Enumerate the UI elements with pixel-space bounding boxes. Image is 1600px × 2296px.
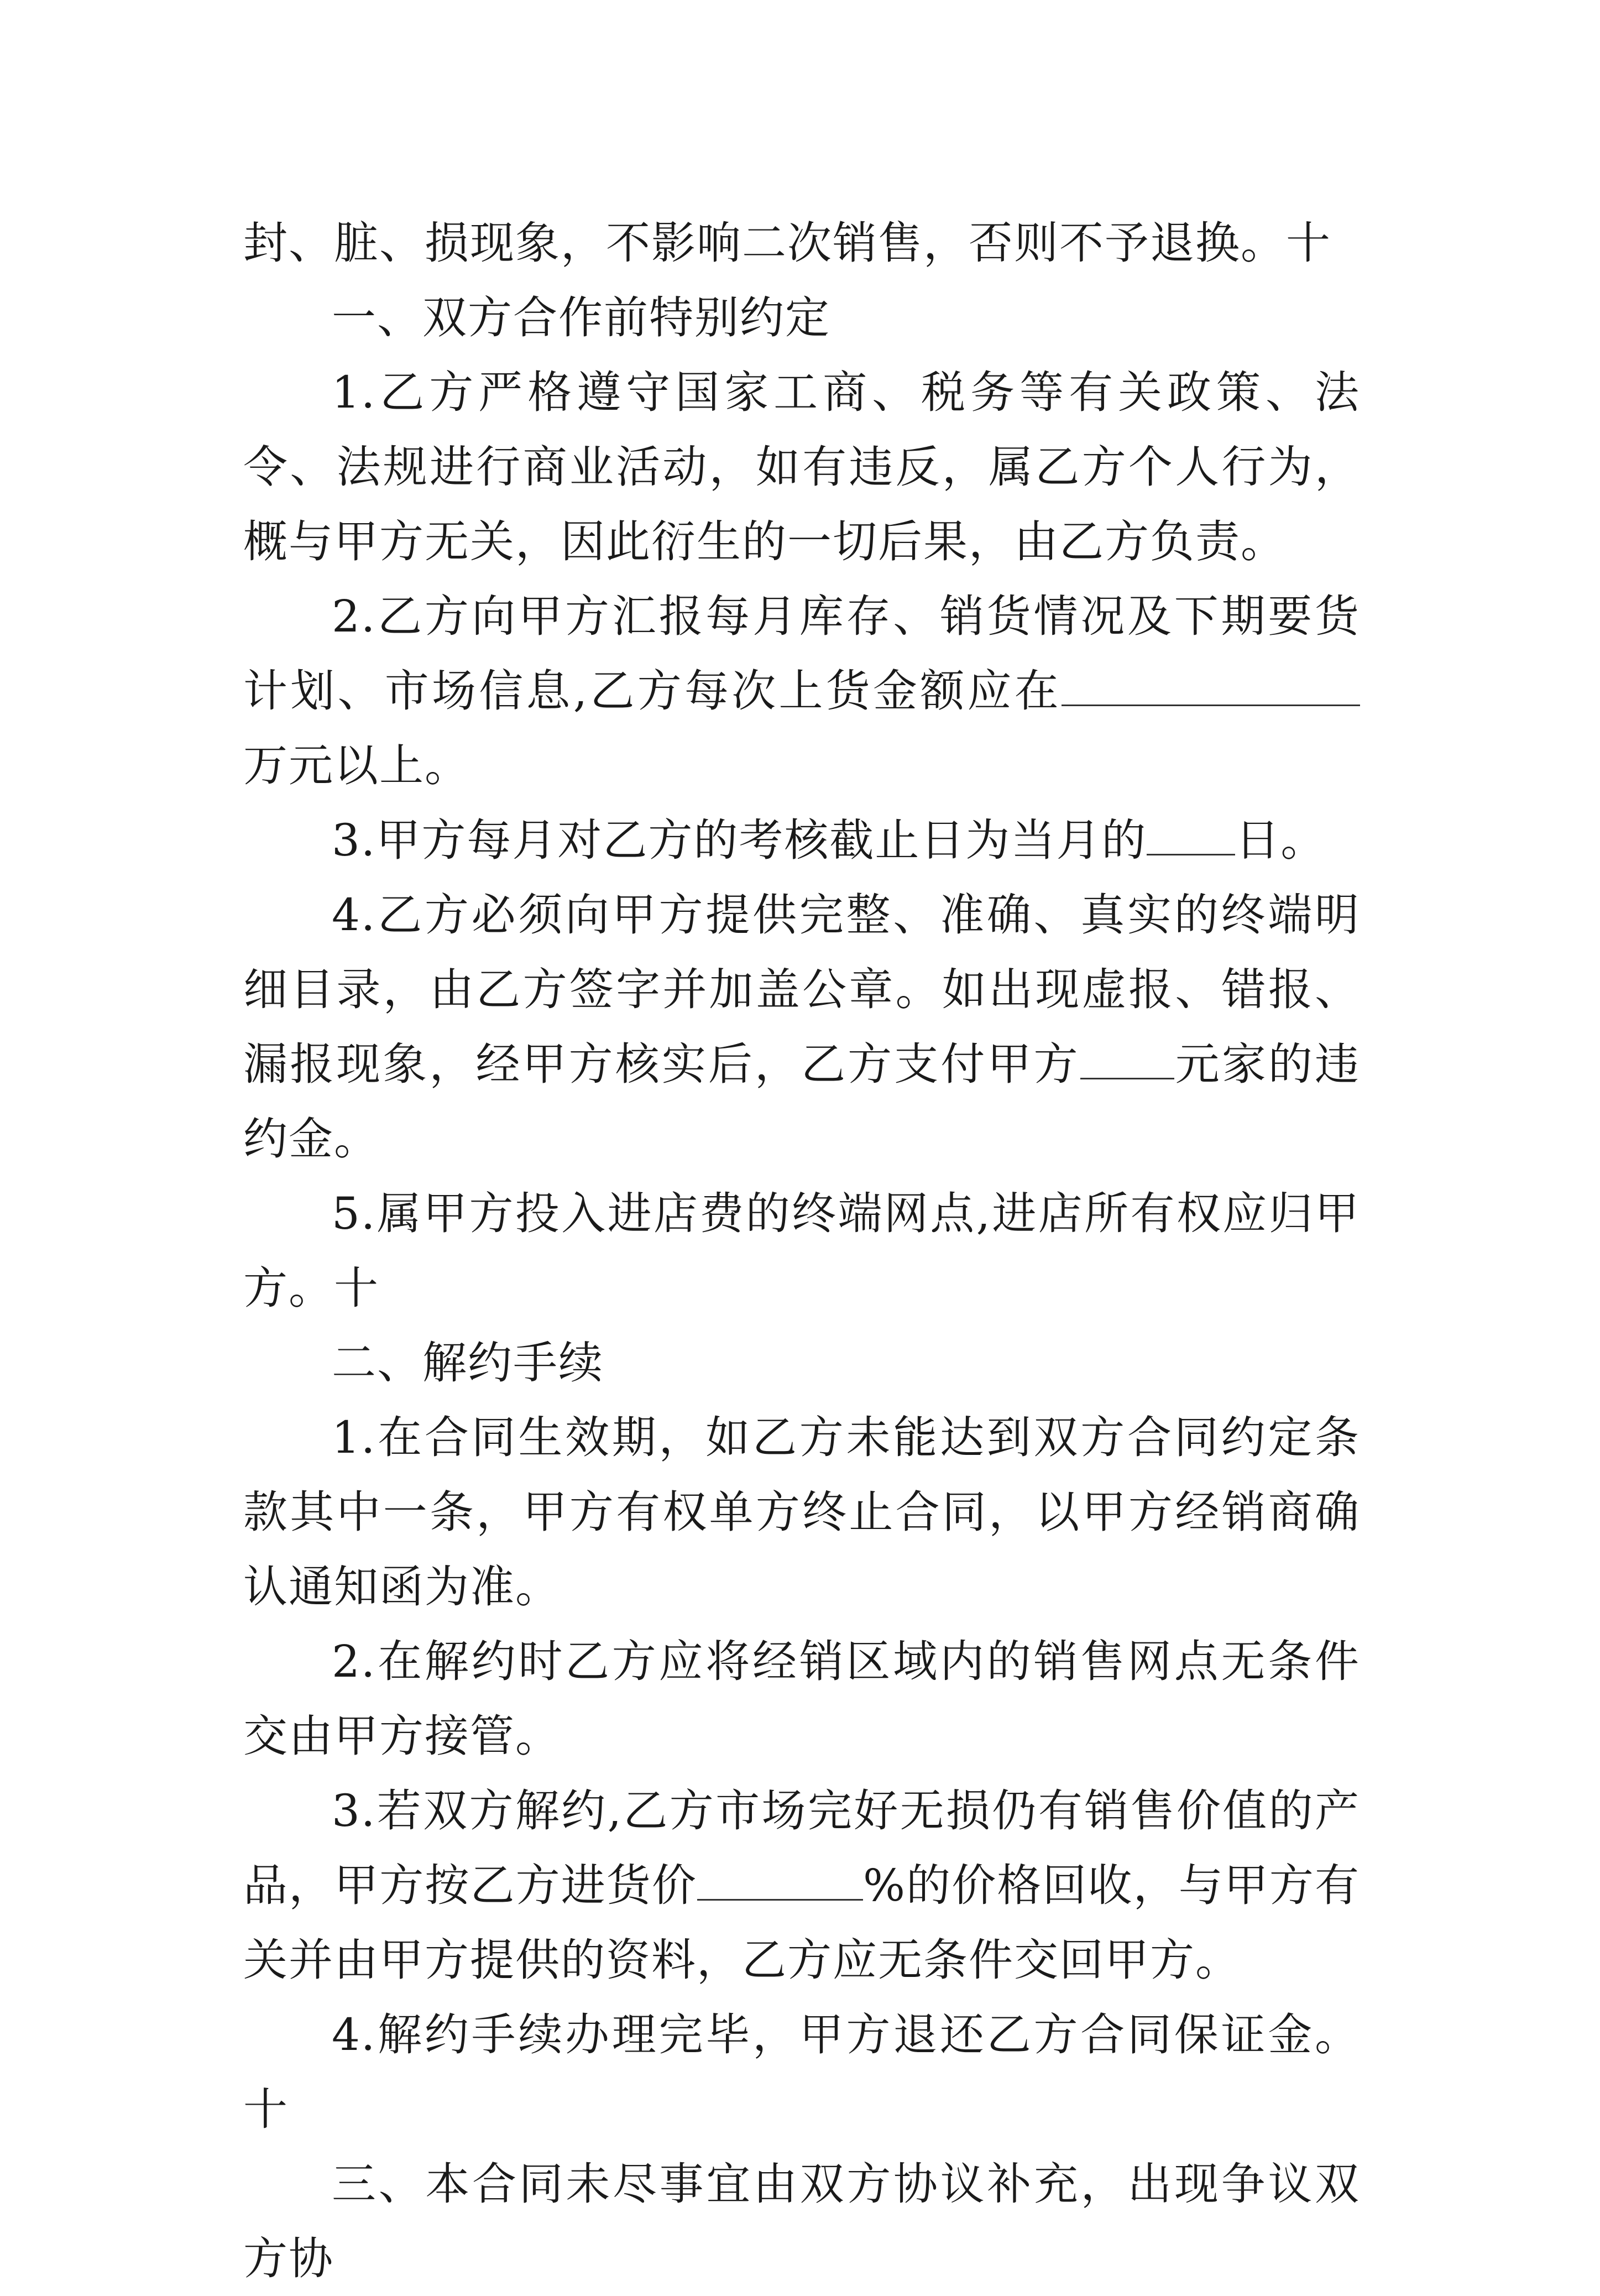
clause-1-2-text-b: 万元以上。	[243, 740, 470, 791]
section-heading-1: 一、双方合作前特别约定	[332, 292, 830, 343]
clause-1-3	[243, 803, 1360, 878]
clause-2-2: 2.在解约时乙方应将经销区域内的销售网点无条件交由甲方接管。	[243, 1636, 1360, 1762]
clause-2-3-text-b: %的价格回收，与甲方有关并由甲方提供的资料，乙方应无条件交回甲方。	[243, 1860, 1361, 1986]
section-heading-2: 二、解约手续	[332, 1337, 604, 1389]
clause-2-3	[243, 1773, 1360, 1997]
clause-1-5: 5.属甲方投入进店费的终端网点,进店所有权应归甲方。十	[243, 1188, 1360, 1314]
clause-2-4: 4.解约手续办理完毕，甲方退还乙方合同保证金。十	[243, 2009, 1360, 2135]
penalty-blank-line	[1080, 1038, 1174, 1079]
clause-1-3-text-a: 3.甲方每月对乙方的考核截止日为当月的	[332, 815, 1147, 866]
clause-1-2-text-a: 2.乙方向甲方汇报每月库存、销货情况及下期要货计划、市场信息,乙方每次上货金额应在	[243, 591, 1360, 717]
clause-2-3-text-a: 3.若双方解约,乙方市场完好无损仍有销售价值的产品，甲方按乙方进货价	[243, 1785, 1360, 1911]
clause-1-3-text-b: 日。	[1235, 815, 1326, 866]
amount-blank-line	[1062, 665, 1360, 706]
section-heading-3: 三、本合同未尽事宜由双方协议补充，出现争议双方协	[243, 2158, 1360, 2284]
clause-1-2	[243, 579, 1360, 803]
paragraph-continuation: 封、脏、损现象，不影响二次销售，否则不予退换。十	[243, 217, 1331, 269]
clause-1-4-text-b: 元家的违约金。	[243, 1039, 1361, 1165]
percent-blank-line	[697, 1859, 863, 1901]
document-body	[243, 206, 1360, 2296]
clause-1-1: 1.乙方严格遵守国家工商、税务等有关政策、法令、法规进行商业活动，如有违反，属乙方个人行为，概与甲方无关，因此衍生的一切后果，由乙方负责。	[243, 367, 1360, 567]
clause-1-4-text-a: 4.乙方必须向甲方提供完整、准确、真实的终端明细目录，由乙方签字并加盖公章。如出现虚报、错报、漏报现象，经甲方核实后，乙方支付甲方	[243, 889, 1360, 1090]
day-blank-line	[1147, 814, 1235, 855]
clause-2-1: 1.在合同生效期，如乙方未能达到双方合同约定条款其中一条，甲方有权单方终止合同，以甲方经销商确认通知函为准。	[243, 1412, 1360, 1613]
clause-1-4	[243, 878, 1360, 1176]
